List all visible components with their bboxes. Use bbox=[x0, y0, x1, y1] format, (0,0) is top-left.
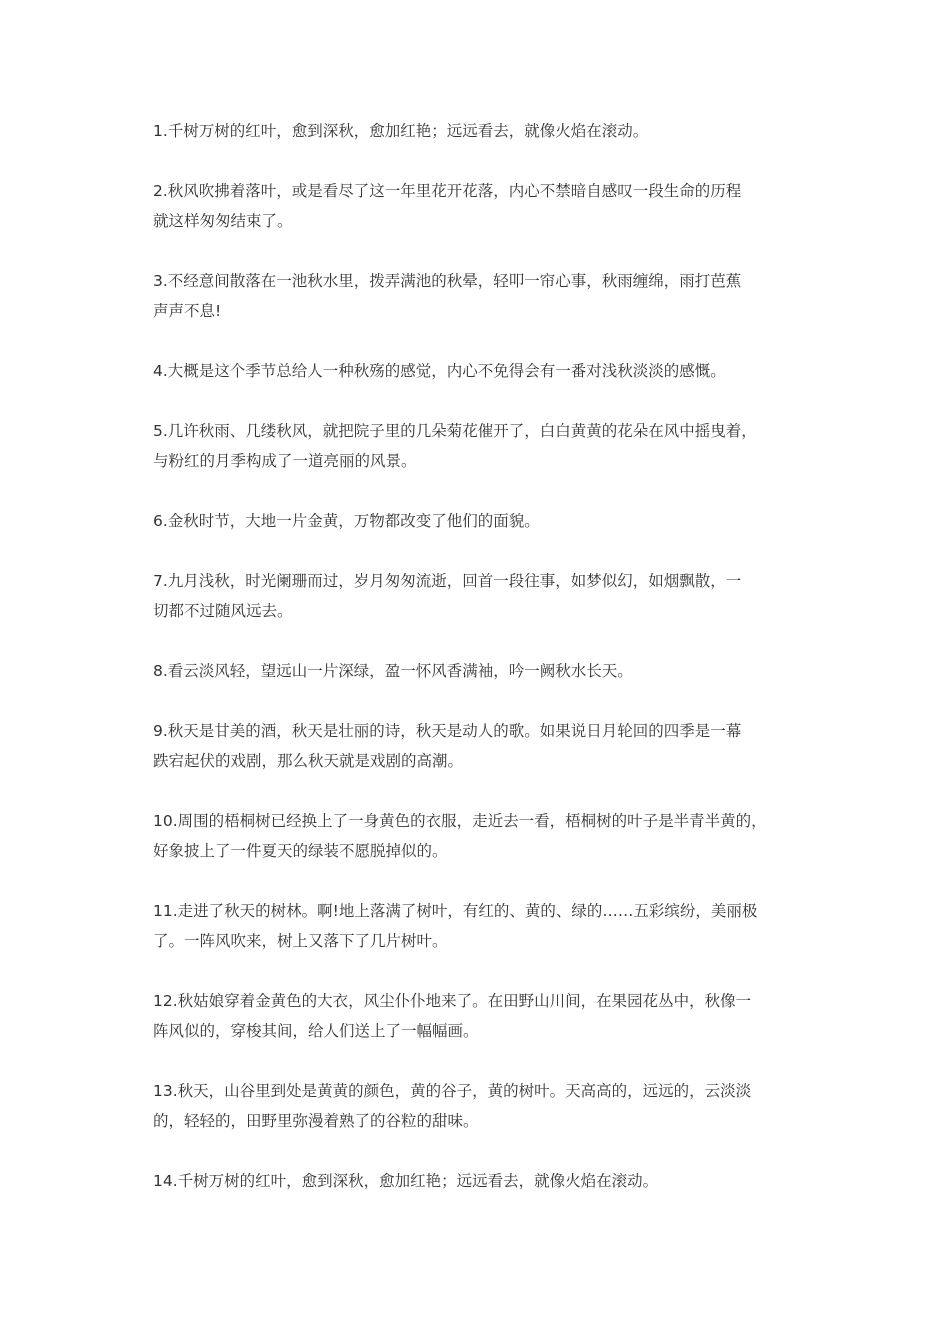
paragraph-5: 5.几许秋雨、几缕秋风，就把院子里的几朵菊花催开了，白白黄黄的花朵在风中摇曳着， 与粉红的月季构成了一道亮丽的风景。 bbox=[153, 422, 757, 470]
paragraph-3: 3.不经意间散落在一池秋水里，拨弄满池的秋晕，轻叩一帘心事，秋雨缠绵，雨打芭蕉 声声不息! bbox=[153, 272, 742, 320]
paragraph-6: 6.金秋时节，大地一片金黄，万物都改变了他们的面貌。 bbox=[153, 512, 540, 530]
paragraph-1: 1.千树万树的红叶，愈到深秋，愈加红艳；远远看去，就像火焰在滚动。 bbox=[153, 122, 649, 140]
paragraph-11: 11.走进了秋天的树林。啊!地上落满了树叶，有红的、黄的、绿的……五彩缤纷，美丽极 了。一阵风吹来，树上又落下了几片树叶。 bbox=[153, 902, 758, 950]
paragraph-10: 10.周围的梧桐树已经换上了一身黄色的衣服，走近去一看，梧桐树的叶子是半青半黄的， 好象披上了一件夏天的绿装不愿脱掉似的。 bbox=[153, 812, 767, 860]
paragraph-7: 7.九月浅秋，时光阑珊而过，岁月匆匆流逝，回首一段往事，如梦似幻，如烟飘散，一 切都不过随风远去。 bbox=[153, 572, 742, 620]
paragraph-9: 9.秋天是甘美的酒，秋天是壮丽的诗，秋天是动人的歌。如果说日月轮回的四季是一幕 跌宕起伏的戏剧，那么秋天就是戏剧的高潮。 bbox=[153, 722, 742, 770]
paragraph-13: 13.秋天，山谷里到处是黄黄的颜色，黄的谷子，黄的树叶。天高高的，远远的，云淡淡 的，轻轻的，田野里弥漫着熟了的谷粒的甜味。 bbox=[153, 1082, 752, 1130]
paragraph-12: 12.秋姑娘穿着金黄色的大衣，风尘仆仆地来了。在田野山川间，在果园花丛中，秋像一 阵风似的，穿梭其间，给人们送上了一幅幅画。 bbox=[153, 992, 752, 1040]
document-page bbox=[153, 116, 805, 1226]
paragraph-8: 8.看云淡风轻，望远山一片深绿，盈一怀风香满袖，吟一阙秋水长天。 bbox=[153, 662, 633, 680]
paragraph-14: 14.千树万树的红叶，愈到深秋，愈加红艳；远远看去，就像火焰在滚动。 bbox=[153, 1172, 659, 1190]
paragraph-4: 4.大概是这个季节总给人一种秋殇的感觉，内心不免得会有一番对浅秋淡淡的感慨。 bbox=[153, 362, 726, 380]
paragraph-2: 2.秋风吹拂着落叶，或是看尽了这一年里花开花落，内心不禁暗自感叹一段生命的历程 就这样匆匆结束了。 bbox=[153, 182, 742, 230]
